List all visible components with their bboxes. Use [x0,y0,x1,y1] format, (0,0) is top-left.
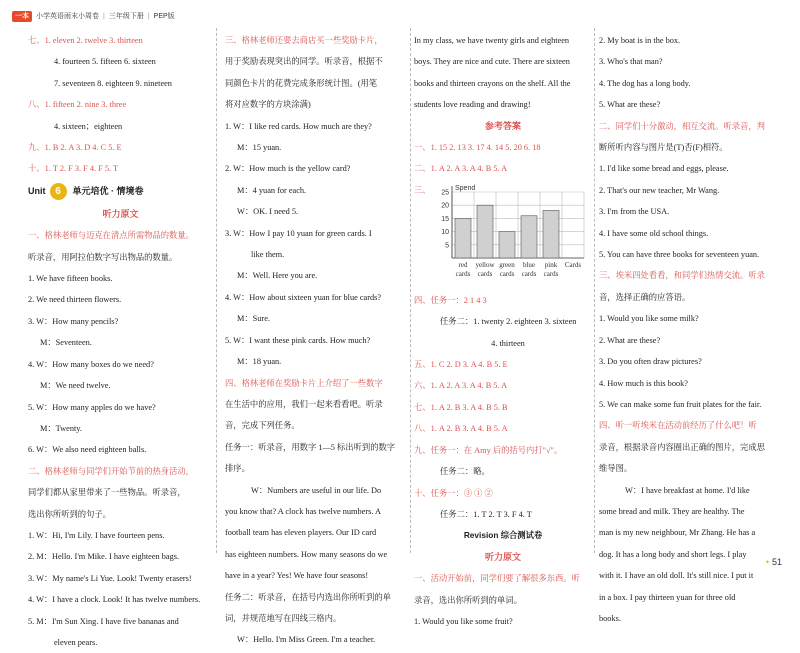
script-line: 4. W：How many boxes do we need? [28,359,154,369]
x-tick-label: green [499,260,515,269]
x-tick-label: cards [477,269,493,278]
task-instruction: 任务二：听录音，在括号内选出你所听到的单 [225,592,391,602]
listening-instruction: 二、格林老师与同学们开始节前的热身活动， [28,466,194,476]
listening-instruction: 音，选择正确的应答语。 [599,292,691,302]
listening-instruction: 四、格林老师在奖励卡片上介绍了一些数字 [225,378,383,388]
script-line: 4. W：I have a clock. Look! It has twelve numbers. [28,595,201,605]
script-line: 2. That's our new teacher, Mr Wang. [599,185,720,195]
answer-a3-label: 三、 [414,185,431,195]
script-line: 3. W：My name's Li Yue. Look! Twenty erasers! [28,573,192,583]
script-line: 4. How much is this book? [599,378,688,388]
listening-instruction: 同学们都从家里带来了一些物品。听录音， [28,488,186,498]
script-line: have in a year? Yes! We have four seasons! [225,571,369,581]
script-line: 4. The dog has a long body. [599,78,691,88]
header-divider: | [103,12,105,20]
spend-bar-chart [430,180,590,290]
answer-a1: 一、1. 15 2. 13 3. 17 4. 14 5. 20 6. 18 [414,143,541,153]
script-line: you know that? A clock has twelve numbers. A [225,506,381,516]
unit-header [28,180,213,204]
listening-instruction: 选出你所听到的句子。 [28,509,111,519]
listening-instruction: 二、同学们十分激动，相互交流。听录音，判 [599,121,765,131]
bar [521,216,537,258]
x-tick-label: pink [544,260,558,269]
script-line: 3. W：How many pencils? [28,316,119,326]
answer-a6: 六、1. A 2. A 3. A 4. B 5. A [414,381,508,391]
script-line: 2. My boat is in the box. [599,36,681,45]
script-line: books and thirteen crayons on the shelf. All the [414,78,571,88]
script-line: W：I have breakfast at home. I'd like [625,485,750,495]
listening-instruction: 用于奖励表现突出的同学。听录音，根据不 [225,57,383,67]
column-2 [225,30,408,651]
listening-title: 听力原文 [102,208,139,219]
y-tick-label: 5 [445,242,449,250]
column-divider [410,28,411,553]
answer-a9-task2: 任务二：略。 [440,467,490,477]
brand-logo: 一本 [12,11,32,22]
script-line: 1. Would you like some fruit? [414,616,513,626]
answer-q8-line: 4. sixteen；eighteen [54,121,123,131]
listening-instruction: 一、活动开始前，同学们要了解很多东西。听 [414,574,580,584]
script-line: 3. Who's that man? [599,57,663,67]
column-3 [414,30,592,632]
script-line: 5. We can make some fun fruit plates for the fair. [599,399,762,409]
script-line: M：Seventeen. [40,338,92,348]
answer-a7: 七、1. A 2. B 3. A 4. B 5. B [414,402,508,412]
answer-a3-row [414,180,592,290]
edition-label: PEP版 [153,13,175,20]
script-line: 3. I'm from the USA. [599,207,670,217]
script-line: 4. W：How about sixteen yuan for blue cards? [225,292,382,302]
script-line: boys. They are nice and cute. There are sixteen [414,57,570,67]
x-tick-label: Cards [564,260,582,269]
column-4 [599,30,789,629]
script-line: man is my new neighbour, Mr Zhang. He has a [599,528,756,538]
unit-title: 单元培优 · 情境卷 [72,186,144,197]
bar [477,205,493,258]
x-tick-label: cards [521,269,537,278]
script-line: books. [599,613,621,623]
page-header [12,9,175,23]
listening-instruction: 三、格林老师还要去商店买一些奖励卡片， [225,36,383,45]
unit-number-badge: 6 [50,183,67,200]
listening-instruction: 维导图。 [599,464,633,474]
script-line: with it. I have an old doll. It's still nice. I put it [599,571,754,581]
script-line: W：Hello. I'm Miss Green. I'm a teacher. [237,635,376,645]
x-tick-label: red [458,260,468,269]
bar [499,231,515,257]
script-line: 6. W：We also need eighteen balls. [28,445,147,455]
listening-title: 听力原文 [484,551,521,562]
script-line: 5. What are these? [599,100,661,110]
revision-title: Revision 综合测试卷 [463,530,543,541]
bar [543,210,559,258]
script-line: M：Twenty. [40,423,82,433]
script-line: M：4 yuan for each. [237,185,307,195]
answer-a4-task2: 任务二：1. twenty 2. eighteen 3. sixteen [440,317,577,327]
listening-instruction: 断所听内容与图片是(T)否(F)相符。 [599,143,728,153]
listening-instruction: 一、格林老师与迈克在清点所需物品的数量。 [28,231,194,241]
answer-q7-line: 七、1. eleven 2. twelve 3. thirteen [28,36,143,45]
answer-a9: 九、任务一：在 Amy 后的括号内打"√"。 [414,445,563,455]
script-line: 2. M：Hello. I'm Mike. I have eighteen bags. [28,552,180,562]
script-line: some bread and milk. They are healthy. The [599,506,745,516]
script-line: 1. W：I like red cards. How much are they? [225,121,372,131]
task-instruction: 词，并规范地写在四线三格内。 [225,613,342,623]
script-line: 4. I have some old school things. [599,228,709,238]
answer-q9: 九、1. B 2. A 3. D 4. C 5. E [28,143,122,153]
header-divider: | [147,12,150,20]
y-tick-label: 20 [441,202,449,210]
script-line: 2. We need thirteen flowers. [28,295,122,305]
answer-a10: 十、任务一：③ ① ② [414,488,493,498]
script-line: 5. W：How many apples do we have? [28,402,156,412]
listening-instruction: 录音，选出你所听到的单词。 [414,595,522,605]
x-tick-label: cards [543,269,559,278]
script-line: 3. W：How I pay 10 yuan for green cards. I [225,228,372,238]
answer-a10-task2: 任务二：1. T 2. T 3. F 4. T [440,509,532,519]
script-line: 1. I'd like some bread and eggs, please. [599,164,729,174]
bar [455,218,471,258]
script-line: 3. Do you often draw pictures? [599,357,702,367]
script-line: football team has eleven players. Our ID card [225,528,377,538]
script-line: M：15 yuan. [237,143,282,153]
script-line: 5. You can have three books for seventeen yuan. [599,250,760,260]
answer-a4: 四、任务一：2 1 4 3 [414,295,487,305]
listening-instruction: 同颜色卡片的花费完成条形统计图。(用笔 [225,78,378,88]
script-line: M：We need twelve. [40,381,111,391]
script-line: dog. It has a long body and short legs. I play [599,549,747,559]
script-line: 1. We have fifteen books. [28,274,113,284]
listening-instruction: 听录音，用阿拉伯数字写出物品的数量。 [28,252,178,262]
script-line: M：Sure. [237,314,270,324]
script-line: 1. Would you like some milk? [599,314,699,324]
series-title: 小学英语雨末小周卷 [36,13,99,20]
script-line: 1. W：Hi, I'm Lily. I have fourteen pens. [28,530,165,540]
column-divider [216,28,217,553]
answer-q10: 十、1. T 2. F 3. F 4. F 5. T [28,164,119,174]
task-instruction: 任务一：听录音，用数字 1—5 标出听到的数字 [225,442,396,452]
answer-key-title: 参考答案 [484,120,521,131]
y-tick-label: 15 [441,215,449,223]
script-line: In my class, we have twenty girls and eighteen [414,36,570,45]
answer-a4-task2-cont: 4. thirteen [491,338,525,348]
answer-a2: 二、1. A 2. A 3. A 4. B 5. A [414,164,508,174]
x-tick-label: cards [455,269,471,278]
script-line: M：18 yuan. [237,357,282,367]
script-line: 2. What are these? [599,335,661,345]
answer-q7-line: 7. seventeen 8. eighteen 9. nineteen [54,78,172,88]
script-line: students love reading and drawing! [414,100,531,110]
script-line: W：Numbers are useful in our life. Do [251,485,382,495]
script-line: has eighteen numbers. How many seasons do we [225,549,388,559]
page-number-text: 51 [771,557,782,567]
column-divider [594,28,595,553]
listening-instruction: 将对应数字的方块涂满) [225,100,311,110]
answer-q8-line: 八、1. fifteen 2. nine 3. three [28,100,127,110]
script-line: eleven pears. [54,637,98,647]
column-1 [28,30,213,653]
script-line: W：OK. I need 5. [237,207,299,217]
listening-instruction: 录音，根据录音内容圈出正确的图片，完成思 [599,442,765,452]
x-tick-label: yellow [475,260,495,269]
unit-label: Unit [28,186,46,197]
page-dot-icon: • [765,557,769,567]
page-number [766,557,782,567]
x-tick-label: cards [499,269,515,278]
y-axis-label: Spend [455,184,476,192]
x-tick-label: blue [522,260,536,269]
listening-instruction: 三、埃米四处看看，和同学们热情交流。听录 [599,271,765,281]
listening-instruction: 在生活中的应用，我们一起来看看吧。听录 [225,399,383,409]
script-line: 2. W：How much is the yellow card? [225,164,351,174]
listening-instruction: 四、听一听埃米在活动前经历了什么吧！听 [599,421,757,431]
y-tick-label: 10 [441,228,449,236]
answer-a8: 八、1. A 2. B 3. A 4. B 5. A [414,424,508,434]
y-tick-label: 25 [441,189,449,197]
listening-instruction: 音，完成下列任务。 [225,421,300,431]
script-line: M：Well. Here you are. [237,271,318,281]
script-line: 5. W：I want these pink cards. How much? [225,335,371,345]
task-instruction: 排序。 [225,464,250,474]
answer-q7-line: 4. fourteen 5. fifteen 6. sixteen [54,57,156,67]
grade-label: 三年级下册 [108,13,144,20]
answer-a5: 五、1. C 2. D 3. A 4. B 5. E [414,360,508,370]
script-line: in a box. I pay thirteen yuan for three old [599,592,736,602]
script-line: like them. [251,250,285,260]
script-line: 5. M：I'm Sun Xing. I have five bananas and [28,616,179,626]
